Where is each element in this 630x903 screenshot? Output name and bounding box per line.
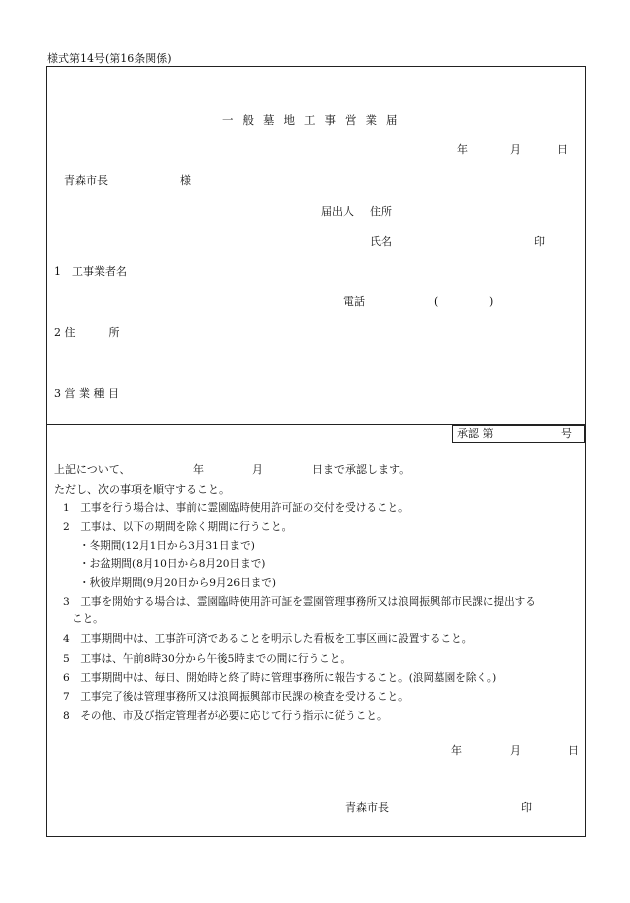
condition-subitem: ・秋彼岸期間(9月20日から9月26日まで) [79, 577, 277, 589]
condition-item: 2 工事は、以下の期間を除く期間に行うこと。 [63, 521, 293, 533]
date-bottom-day: 日 [568, 744, 579, 757]
condition-item: 1 工事を行う場合は、事前に霊園臨時使用許可証の交付を受けること。 [63, 502, 409, 514]
phone-label: 電話 [343, 295, 365, 308]
date-top-month: 月 [510, 143, 521, 156]
date-top-year: 年 [457, 143, 468, 156]
condition-item: 5 工事は、午前8時30分から午後5時までの間に行うこと。 [63, 653, 351, 665]
condition-item-continued: こと。 [72, 613, 104, 625]
field-address: 2 住 所 [54, 326, 120, 339]
signer-name: 青森市長 [345, 801, 389, 814]
page-title: 一般墓地工事営業届 [222, 113, 407, 127]
condition-item: 6 工事期間中は、毎日、開始時と終了時に管理事務所に報告すること。(浪岡墓園を除く。) [63, 672, 497, 684]
approval-intro: 上記について、 [54, 463, 131, 476]
condition-item: 8 その他、市及び指定管理者が必要に応じて行う指示に従うこと。 [63, 710, 388, 722]
addressee-honorific: 様 [180, 174, 191, 187]
approval-month: 月 [252, 463, 263, 476]
approval-label: 承認 第 [457, 427, 494, 440]
condition-subitem: ・冬期間(12月1日から3月31日まで) [79, 540, 255, 552]
date-bottom-month: 月 [510, 744, 521, 757]
condition-item: 7 工事完了後は管理事務所又は浪岡振興部市民課の検査を受けること。 [63, 691, 409, 703]
phone-close-paren: ) [489, 295, 494, 308]
condition-item: 3 工事を開始する場合は、霊園臨時使用許可証を霊園管理事務所又は浪岡振興部市民課に提出する [63, 596, 536, 608]
field-contractor-name: 1 工事業者名 [54, 265, 127, 278]
applicant-address-label: 住所 [370, 205, 392, 218]
approval-conditions-heading: ただし、次の事項を順守すること。 [54, 483, 230, 496]
field-business-type: 3 営 業 種 目 [54, 387, 119, 400]
approval-year: 年 [193, 463, 204, 476]
form-reference: 様式第14号(第16条関係) [47, 52, 172, 65]
phone-open-paren: ( [434, 295, 439, 308]
addressee-name: 青森市長 [64, 174, 108, 187]
signer-seal: 印 [521, 801, 532, 814]
condition-subitem: ・お盆期間(8月10日から8月20日まで) [79, 558, 266, 570]
applicant-name-label: 氏名 [370, 235, 392, 248]
date-top-day: 日 [557, 143, 568, 156]
approval-until: 日まで承認します。 [312, 463, 411, 476]
date-bottom-year: 年 [451, 744, 462, 757]
approval-suffix: 号 [561, 427, 572, 440]
condition-item: 4 工事期間中は、工事許可済であることを明示した看板を工事区画に設置すること。 [63, 633, 473, 645]
applicant-label: 届出人 [321, 205, 354, 218]
applicant-seal: 印 [534, 235, 545, 248]
